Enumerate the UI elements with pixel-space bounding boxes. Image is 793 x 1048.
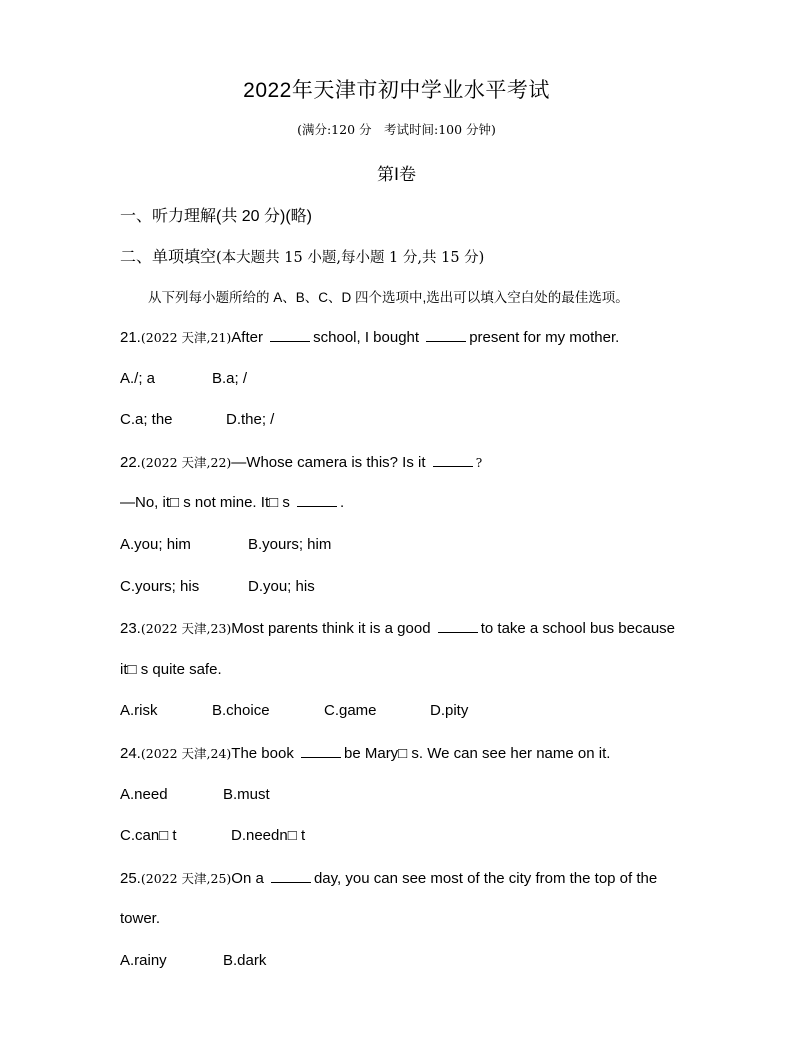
question-number: 21. xyxy=(120,329,141,346)
question-text: The book xyxy=(231,745,298,762)
option-a: A.risk xyxy=(120,702,158,719)
option-c: C.yours; his xyxy=(120,578,200,595)
volume-heading: 第Ⅰ卷 xyxy=(376,165,416,184)
question-number: 25. xyxy=(120,870,141,887)
options-row xyxy=(120,370,247,387)
question-21 xyxy=(120,328,619,346)
question-22-reply xyxy=(120,494,344,511)
question-source: (2022 天津,24) xyxy=(140,746,232,761)
options-row xyxy=(120,411,274,428)
option-d: D.needn□ t xyxy=(231,827,306,844)
option-d: D.the; / xyxy=(226,411,275,428)
section-listening: 一、听力理解(共 20 分)(略) xyxy=(120,208,313,225)
option-c: C.a; the xyxy=(120,411,173,428)
options-row xyxy=(120,578,315,595)
question-25 xyxy=(120,869,657,887)
option-c: C.can□ t xyxy=(120,827,177,844)
question-text: school, I bought xyxy=(313,329,424,346)
page-title: 2022年天津市初中学业水平考试 xyxy=(243,79,550,102)
question-23-continued: it□ s quite safe. xyxy=(120,661,222,678)
question-23 xyxy=(120,619,675,637)
answer-blank xyxy=(433,465,473,467)
answer-blank xyxy=(271,881,311,883)
option-c: C.game xyxy=(324,702,377,719)
question-24 xyxy=(120,744,610,762)
option-b: B.yours; him xyxy=(248,536,332,553)
question-text: —Whose camera is this? Is it xyxy=(231,454,430,471)
question-text: day, you can see most of the city from the top of the xyxy=(313,870,658,887)
option-b: B.dark xyxy=(223,952,267,969)
question-text: to take a school bus because xyxy=(480,620,676,637)
question-source: (2022 天津,22) xyxy=(140,455,232,470)
option-a: A./; a xyxy=(120,370,156,387)
exam-info: (满分:120 分 考试时间:100 分钟) xyxy=(297,122,496,137)
options-row xyxy=(120,702,468,719)
answer-blank xyxy=(297,505,337,507)
question-number: 22. xyxy=(120,454,141,471)
question-source: (2022 天津,23) xyxy=(140,621,232,636)
options-row xyxy=(120,786,270,803)
question-text: On a xyxy=(231,870,268,887)
instruction: 从下列每小题所给的 A、B、C、D 四个选项中,选出可以填入空白处的最佳选项。 xyxy=(148,290,629,305)
question-text: present for my mother. xyxy=(469,329,620,346)
answer-blank xyxy=(426,340,466,342)
option-b: B.must xyxy=(223,786,270,803)
question-number: 23. xyxy=(120,620,141,637)
question-text: . xyxy=(340,494,345,511)
option-a: A.need xyxy=(120,786,168,803)
option-d: D.pity xyxy=(430,702,469,719)
question-text: —No, it□ s not mine. It□ s xyxy=(120,494,295,511)
answer-blank xyxy=(438,631,478,633)
options-row xyxy=(120,952,266,969)
question-text: After xyxy=(231,329,268,346)
section-note: (本大题共 15 小题,每小题 1 分,共 15 分) xyxy=(216,250,485,266)
option-b: B.a; / xyxy=(212,370,248,387)
answer-blank xyxy=(270,340,310,342)
options-row xyxy=(120,827,305,844)
question-source: (2022 天津,21) xyxy=(140,330,232,345)
answer-blank xyxy=(301,756,341,758)
section-single-choice xyxy=(120,244,484,267)
option-a: A.you; him xyxy=(120,536,191,553)
question-source: (2022 天津,25) xyxy=(140,871,232,886)
question-number: 24. xyxy=(120,745,141,762)
option-a: A.rainy xyxy=(120,952,167,969)
question-text: be Mary□ s. We can see her name on it. xyxy=(344,745,611,762)
question-mark: ? xyxy=(475,456,483,470)
question-22 xyxy=(120,453,482,471)
option-d: D.you; his xyxy=(248,578,315,595)
options-row xyxy=(120,536,331,553)
option-b: B.choice xyxy=(212,702,270,719)
section-title: 二、单项填空 xyxy=(120,249,217,266)
question-25-continued: tower. xyxy=(120,910,161,927)
question-text: Most parents think it is a good xyxy=(231,620,435,637)
